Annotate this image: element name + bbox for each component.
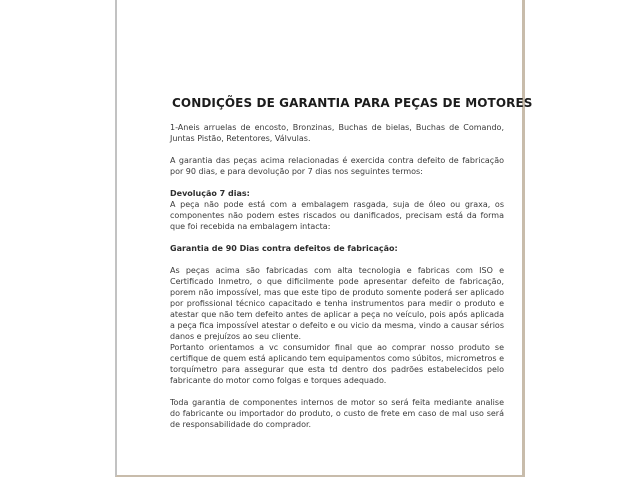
defects-warranty-paragraph-2: Portanto orientamos a vc consumidor final que ao comprar nosso produto se certifique de quem está aplicando tem equipamentos como súbitos, micrometros e torquímetro para assegurar que esta td dentro dos padrões estabelecidos pelo fabricante do motor como folgas e torques adequado. <box>170 343 505 385</box>
closing-note-paragraph: Toda garantia de componentes internos de motor so será feita mediante analise do fabricante ou importador do produto, o custo de frete em caso de mal uso será de responsabilidade do comprador. <box>170 398 504 429</box>
defects-warranty-heading: Garantia de 90 Dias contra defeitos de fabricação: <box>170 244 398 253</box>
defects-warranty-paragraph-1: As peças acima são fabricadas com alta tecnologia e fabricas com ISO e Certificado Inmetro, o que dificilmente pode apresentar defeito de fabricação, porem não impossível, mas que este tipo de produto somente poderá ser aplicado por profissional técnico capacitado e tenha instrumentos para medir o produto e atestar que não tem defeito antes de aplicar a peça no veículo, pois após aplicada a peça fica impossível atestar o defeito e ou vicio da mesma, vindo a causar sérios danos e prejuízos ao seu cliente. <box>170 266 504 341</box>
return-policy-paragraph: A peça não pode está com a embalagem rasgada, suja de óleo ou graxa, os componentes não podem estes riscados ou danificados, precisam está da forma que foi recebida na embalagem intacta: <box>170 200 504 231</box>
return-policy-heading: Devolução 7 dias: <box>170 189 250 198</box>
document-title: CONDIÇÕES DE GARANTIA PARA PEÇAS DE MOTORES <box>172 96 533 110</box>
parts-list-paragraph: 1-Aneis arruelas de encosto, Bronzinas, Buchas de bielas, Buchas de Comando, Juntas Pistão, Retentores, Válvulas. <box>170 123 504 143</box>
document-content <box>117 0 533 430</box>
warranty-terms-paragraph: A garantia das peças acima relacionadas é exercida contra defeito de fabricação por 90 dias, e para devolução por 7 dias nos seguintes termos: <box>170 156 504 176</box>
document-page <box>115 0 533 477</box>
